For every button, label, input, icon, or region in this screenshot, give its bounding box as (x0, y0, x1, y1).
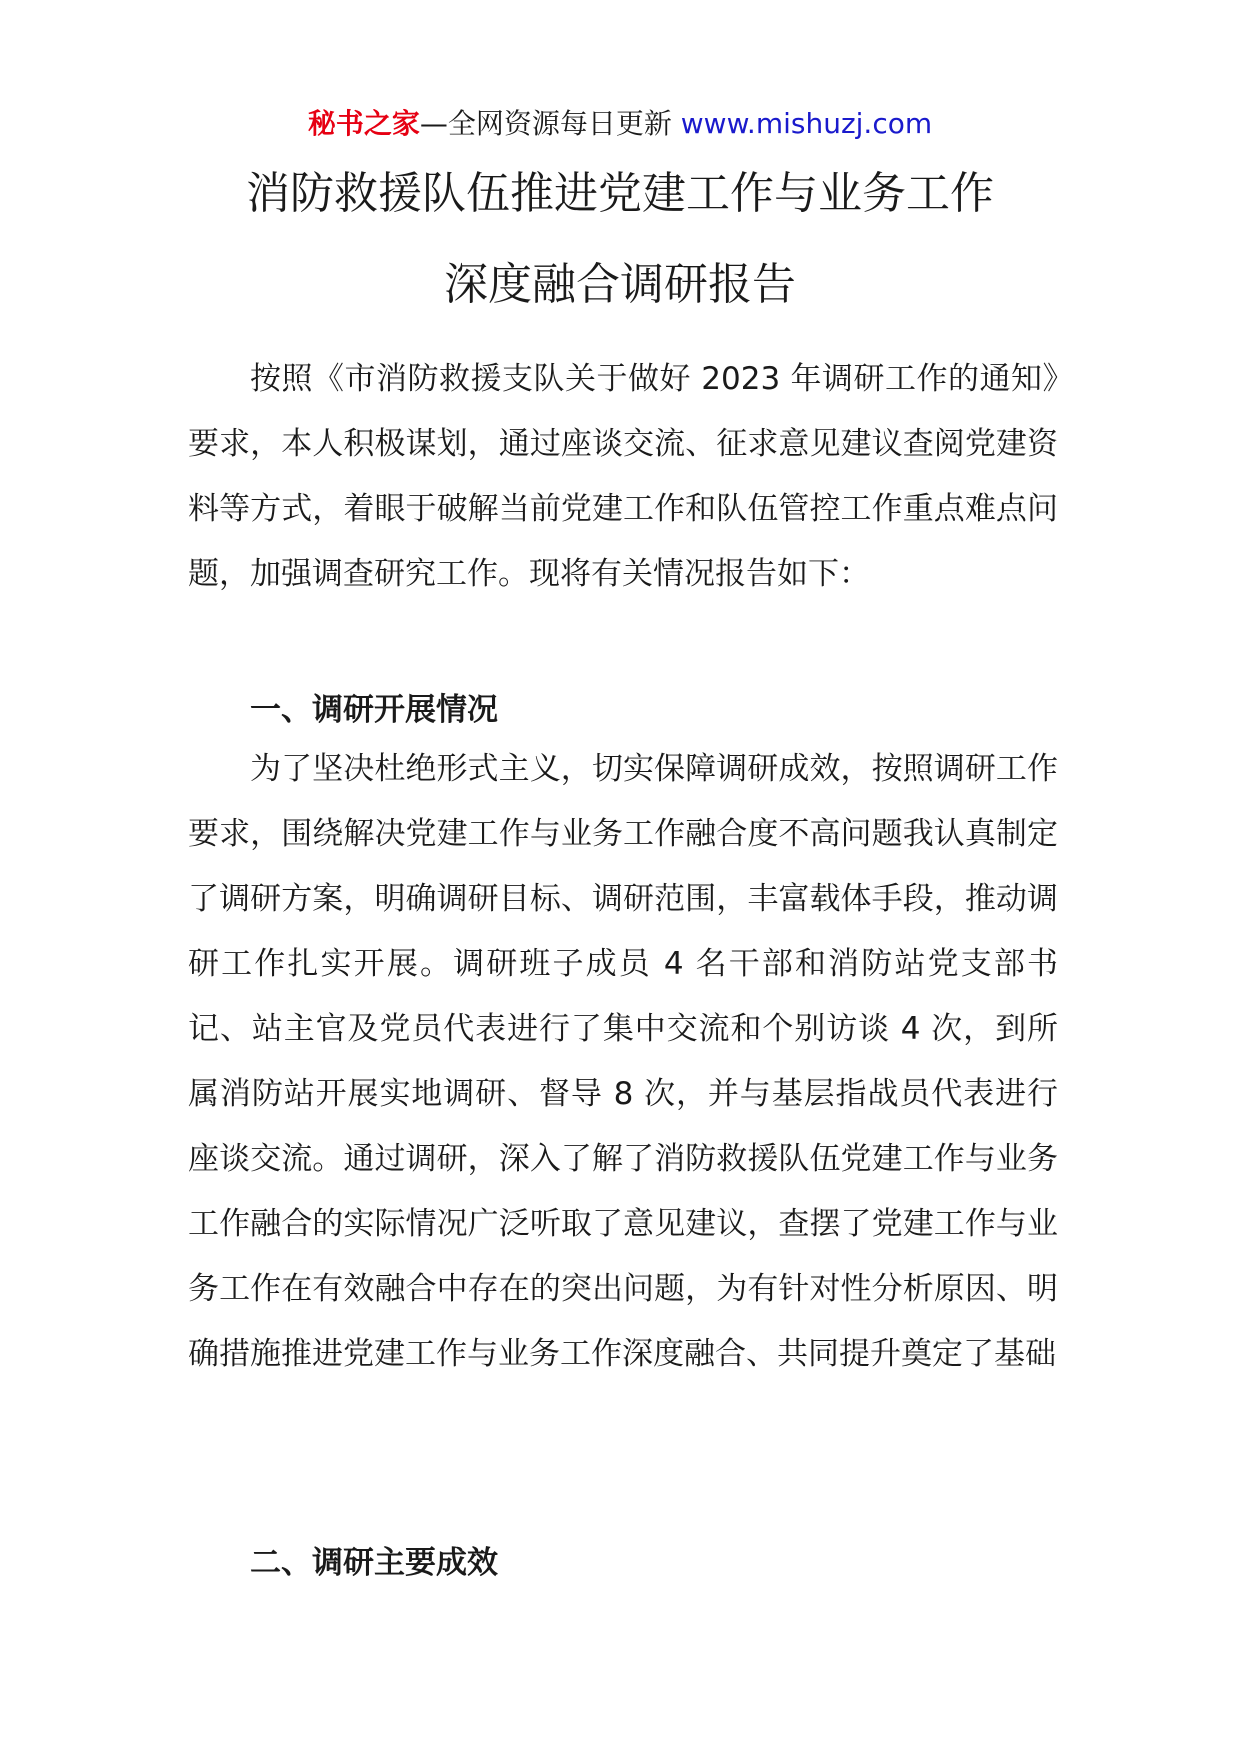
document-title-line-2: 深度融合调研报告 (444, 259, 796, 310)
site-url: www.mishuzj.com (680, 107, 933, 140)
document-title-line-1: 消防救援队伍推进党建工作与业务工作 (246, 168, 994, 219)
section-1-heading: 一、调研开展情况 (250, 692, 498, 728)
header-slogan: —全网资源每日更新 (419, 107, 681, 140)
intro-paragraph-block (188, 347, 1058, 607)
section-2-heading: 二、调研主要成效 (250, 1545, 498, 1581)
section-1-paragraph: 为了坚决杜绝形式主义，切实保障调研成效，按照调研工作要求，围绕解决党建工作与业务工作融合度不高问题我认真制定了调研方案，明确调研目标、调研范围，丰富载体手段，推动调研工作扎实开展。调研班子成员 4 名干部和消防站党支部书记、站主官及党员代表进行了集中交流和个别访谈 4 次，到所属消防站开展实地调研、督导 8 次，并与基层指战员代表进行座谈交流。通过调研，深入了解了消防救援队伍党建工作与业务工作融合的实际情况广泛听取了意见建议，查摆了党建工作与业务工作在有效融合中存在的突出问题，为有针对性分析原因、明确措施推进党建工作与业务工作深度融合、共同提升奠定了基础 (188, 751, 1058, 1372)
section-1-body-block (188, 737, 1058, 1387)
watermark-header (0, 104, 1240, 144)
brand-name: 秘书之家 (307, 107, 420, 140)
intro-paragraph: 按照《市消防救援支队关于做好 2023 年调研工作的通知》要求，本人积极谋划，通过座谈交流、征求意见建议查阅党建资料等方式，着眼于破解当前党建工作和队伍管控工作重点难点问题，加强调查研究工作。现将有关情况报告如下： (188, 361, 1058, 592)
